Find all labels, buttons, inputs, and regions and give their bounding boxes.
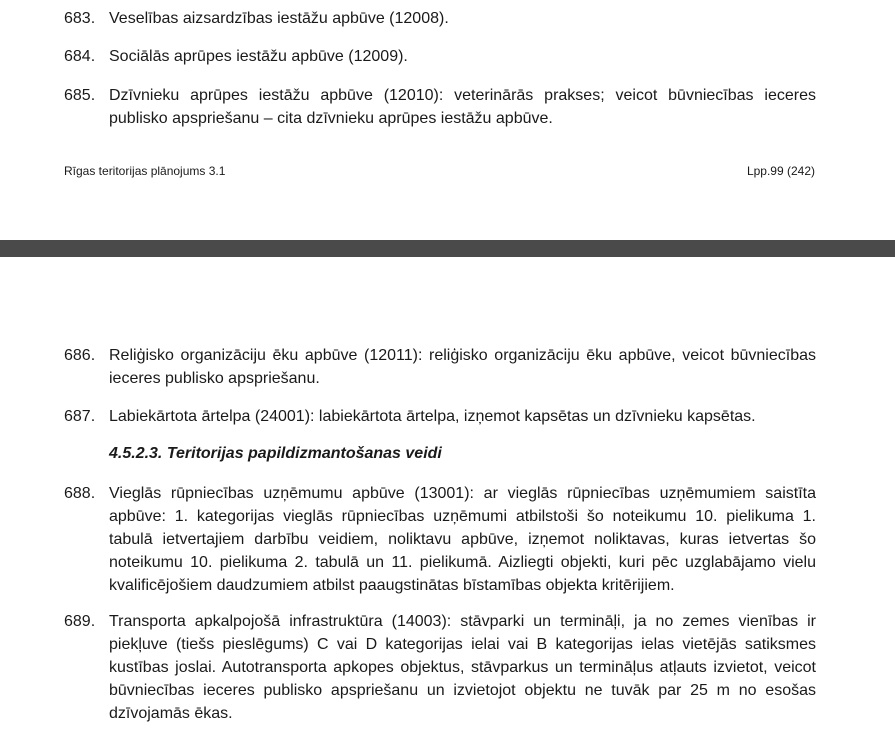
item-text: Vieglās rūpniecības uzņēmumu apbūve (13001): ar vieglās rūpniecības uzņēmumiem saistīta apbūve: 1. kategorijas vieglās rūpniecības uzņēmumi atbilstoši šo noteikumu 10. pielikuma 1. tabulā ietvertajiem darbību veidiem, noliktavu apbūve, izņemot noliktavas, kuras ietvertas šo noteikumu 10. pielikuma 2. tabulā un 11. pielikumā. Aizliegti objekti, kuri pēc uzglabājamo vielu kvalificējošiem daudzumiem atbilst paaugstinātas bīstamības objekta kritērijiem.: [109, 485, 816, 594]
item-number: 689.: [64, 613, 96, 630]
item-number: 683.: [64, 10, 96, 27]
item-text: Reliģisko organizāciju ēku apbūve (12011): reliģisko organizāciju ēku apbūve, veicot būvniecības ieceres publisko apspriešanu.: [109, 347, 816, 387]
item-number: 684.: [64, 48, 96, 65]
item-number: 685.: [64, 87, 96, 104]
list-item-688: [64, 482, 816, 597]
list-item-687: [64, 405, 816, 428]
item-text: Transporta apkalpojošā infrastruktūra (14003): stāvparki un termināļi, ja no zemes vienības ir piekļuve (tiešs pieslēgums) C vai D kategorijas ielai vai B kategorijas ielas vietējās satiksmes kustības joslai. Autotransporta apkopes objektus, stāvparkus un termināļus atļauts izvietot, veicot būvniecības ieceres publisko apspriešanu un izvietojot objektu ne tuvāk par 25 m no esošas dzīvojamās ēkas.: [109, 613, 816, 722]
item-text: Veselības aizsardzības iestāžu apbūve (12008).: [109, 10, 449, 27]
item-text: Dzīvnieku aprūpes iestāžu apbūve (12010): veterinārās prakses; veicot būvniecības ieceres publisko apspriešanu – cita dzīvnieku aprūpes iestāžu apbūve.: [109, 87, 816, 127]
list-item-684: [64, 45, 816, 68]
page-99: [0, 0, 895, 240]
item-text: Labiekārtota ārtelpa (24001): labiekārtota ārtelpa, izņemot kapsētas un dzīvnieku kapsētas.: [109, 408, 756, 425]
section-heading: 4.5.2.3. Teritorijas papildizmantošanas veidi: [109, 445, 442, 462]
item-text: Sociālās aprūpes iestāžu apbūve (12009).: [109, 48, 408, 65]
list-item-685: [64, 84, 816, 130]
footer-document-title: Rīgas teritorijas plānojums 3.1: [64, 164, 226, 178]
footer-page-number: Lpp.99 (242): [746, 164, 815, 178]
item-number: 686.: [64, 347, 96, 364]
list-item-683: [64, 7, 816, 30]
list-item-686: [64, 344, 816, 390]
page-100: [0, 257, 895, 741]
item-number: 688.: [64, 485, 96, 502]
page-separator: [0, 240, 895, 257]
list-item-689: [64, 610, 816, 725]
item-number: 687.: [64, 408, 96, 425]
